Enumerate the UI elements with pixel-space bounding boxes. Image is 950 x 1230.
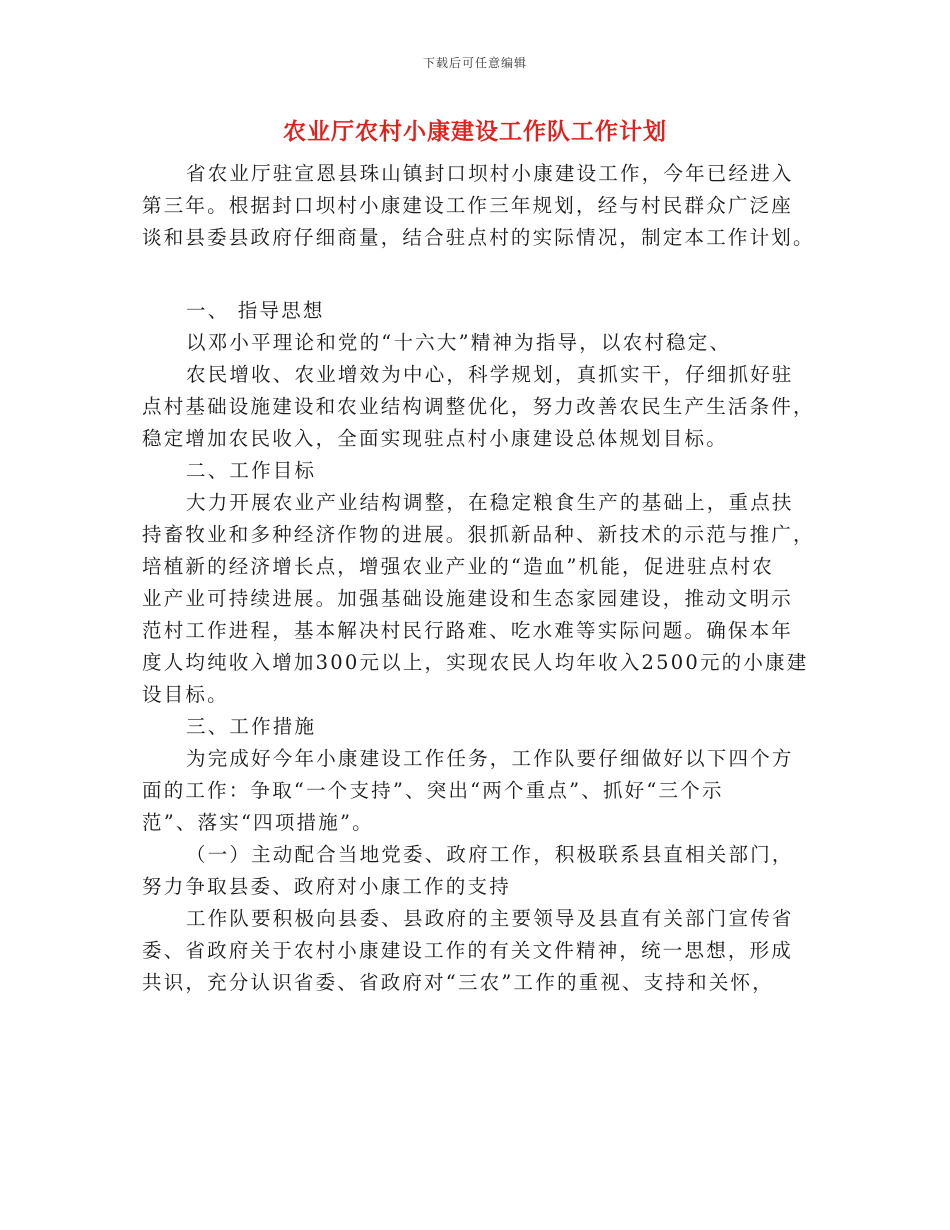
text-line: 点村基础设施建设和农业结构调整优化，努力改善农民生产生活条件，: [142, 395, 815, 418]
text-line: 谈和县委县政府仔细商量，结合驻点村的实际情况，制定本工作计划。: [142, 226, 815, 249]
text-line: 农民增收、农业增效为中心，科学规划，真抓实干，仔细抓好驻: [186, 363, 794, 386]
text-line: 委、省政府关于农村小康建设工作的有关文件精神，统一思想，形成: [142, 939, 794, 962]
document-title: 农业厅农村小康建设工作队工作计划: [283, 118, 667, 145]
document-body: [142, 158, 815, 999]
text-line: 范村工作进程，基本解决村民行路难、吃水难等实际问题。确保本年: [142, 619, 794, 642]
text-line: 第三年。根据封口坝村小康建设工作三年规划，经与村民群众广泛座: [142, 194, 794, 217]
text-line: 业产业可持续进展。加强基础设施建设和生态家园建设，推动文明示: [142, 587, 794, 610]
text-line: 度人均纯收入增加300元以上，实现农民人均年收入2500元的小康建: [142, 651, 809, 674]
text-line: 共识，充分认识省委、省政府对“三农”工作的重视、支持和关怀，: [142, 971, 774, 994]
text-line: 一、 指导思想: [186, 299, 325, 322]
text-line: 面的工作：争取“一个支持”、突出“两个重点”、抓好“三个示: [142, 779, 724, 802]
text-line: 持畜牧业和多种经济作物的进展。狠抓新品种、新技术的示范与推广，: [142, 523, 815, 546]
text-line: 培植新的经济增长点，增强农业产业的“造血”机能，促进驻点村农: [142, 555, 774, 578]
text-line: 工作队要积极向县委、县政府的主要领导及县直有关部门宣传省: [186, 907, 794, 930]
text-line: 为完成好今年小康建设工作任务，工作队要仔细做好以下四个方: [186, 747, 794, 770]
text-line: 努力争取县委、政府对小康工作的支持: [142, 875, 511, 898]
header-note: 下载后可任意编辑: [422, 56, 527, 70]
text-line: 省农业厅驻宣恩县珠山镇封口坝村小康建设工作，今年已经进入: [186, 162, 794, 185]
text-line: 以邓小平理论和党的“十六大”精神为指导，以农村稳定、: [186, 331, 732, 354]
text-line: 范”、落实“四项措施”。: [142, 811, 374, 834]
paragraph-gap: [142, 254, 812, 295]
text-line: 三、工作措施: [186, 715, 317, 738]
text-line: 大力开展农业产业结构调整，在稳定粮食生产的基础上，重点扶: [186, 491, 794, 514]
text-line: 二、工作目标: [186, 459, 317, 482]
text-line: 设目标。: [142, 683, 229, 706]
text-line: （一）主动配合当地党委、政府工作，积极联系县直相关部门，: [186, 843, 794, 866]
text-line: 稳定增加农民收入，全面实现驻点村小康建设总体规划目标。: [142, 427, 728, 450]
